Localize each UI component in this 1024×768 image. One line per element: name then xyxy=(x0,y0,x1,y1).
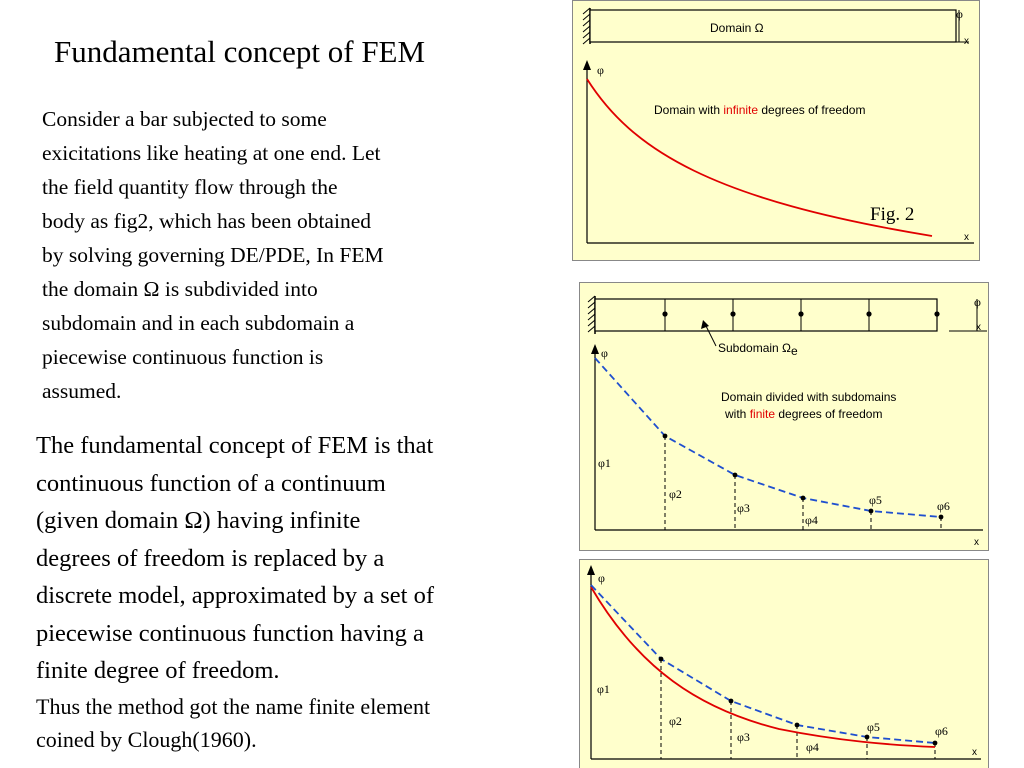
bar-x-label: x xyxy=(964,36,969,47)
x-axis-label: x xyxy=(964,232,969,243)
node-label: φ6 xyxy=(937,499,950,513)
intro-line: subdomain and in each subdomain a xyxy=(42,311,355,335)
intro-line: exicitations like heating at one end. Let xyxy=(42,141,381,165)
intro-line: the field quantity flow through the xyxy=(42,175,338,199)
bar xyxy=(595,299,937,331)
domain-label: Domain Ω xyxy=(710,21,764,35)
slide-title: Fundamental concept of FEM xyxy=(54,34,426,69)
node-label: φ6 xyxy=(935,724,948,738)
x-axis-label: x xyxy=(972,747,977,758)
y-axis-label: φ xyxy=(597,63,604,77)
node-label: φ1 xyxy=(598,456,611,470)
node-label: φ2 xyxy=(669,714,682,728)
node-label: φ4 xyxy=(805,513,818,527)
figure-number: Fig. 2 xyxy=(870,204,915,225)
y-axis-label: φ xyxy=(601,346,608,360)
naming-paragraph xyxy=(36,690,556,756)
node-label: φ3 xyxy=(737,730,750,744)
node-label: φ5 xyxy=(869,493,882,507)
bar-x-label: x xyxy=(976,322,981,333)
intro-line: the domain Ω is subdivided into xyxy=(42,277,318,301)
bar xyxy=(590,10,956,42)
bar-phi-label: φ xyxy=(956,7,963,21)
fig-continuous-domain xyxy=(572,0,980,262)
continuous-caption: Domain with infinite degrees of freedom xyxy=(654,103,866,117)
subdivided-caption-line2: with finite degrees of freedom xyxy=(725,407,883,421)
naming-line: Thus the method got the name finite element xyxy=(36,694,431,719)
node-label: φ3 xyxy=(737,501,750,515)
concept-paragraph xyxy=(36,427,556,690)
concept-line: continuous function of a continuum xyxy=(36,469,386,497)
intro-line: body as fig2, which has been obtained xyxy=(42,209,371,233)
intro-line: Consider a bar subjected to some xyxy=(42,107,327,131)
node-label: φ2 xyxy=(669,487,682,501)
intro-paragraph xyxy=(42,102,512,408)
y-axis-label: φ xyxy=(598,571,605,585)
concept-line: finite degree of freedom. xyxy=(36,657,280,684)
naming-line: coined by Clough(1960). xyxy=(36,727,257,752)
panel-bg xyxy=(580,560,989,768)
bar-phi-label: φ xyxy=(974,295,981,309)
node-label: φ5 xyxy=(867,720,880,734)
fig-subdivided-domain xyxy=(579,282,989,552)
node-label: φ1 xyxy=(597,682,610,696)
concept-line: (given domain Ω) having infinite xyxy=(36,507,361,534)
subdivided-caption-line1: Domain divided with subdomains xyxy=(721,390,897,404)
intro-line: by solving governing DE/PDE, In FEM xyxy=(42,243,384,267)
concept-line: piecewise continuous function having a xyxy=(36,619,424,647)
node-label: φ4 xyxy=(806,740,819,754)
fig-comparison xyxy=(579,559,989,768)
intro-line: piecewise continuous function is xyxy=(42,345,324,369)
concept-line: degrees of freedom is replaced by a xyxy=(36,544,385,572)
x-axis-label: x xyxy=(974,537,979,548)
concept-line: The fundamental concept of FEM is that xyxy=(36,432,434,459)
intro-line: assumed. xyxy=(42,379,122,403)
subdomain-label: Subdomain Ωe xyxy=(718,341,798,358)
concept-line: discrete model, approximated by a set of xyxy=(36,582,434,609)
